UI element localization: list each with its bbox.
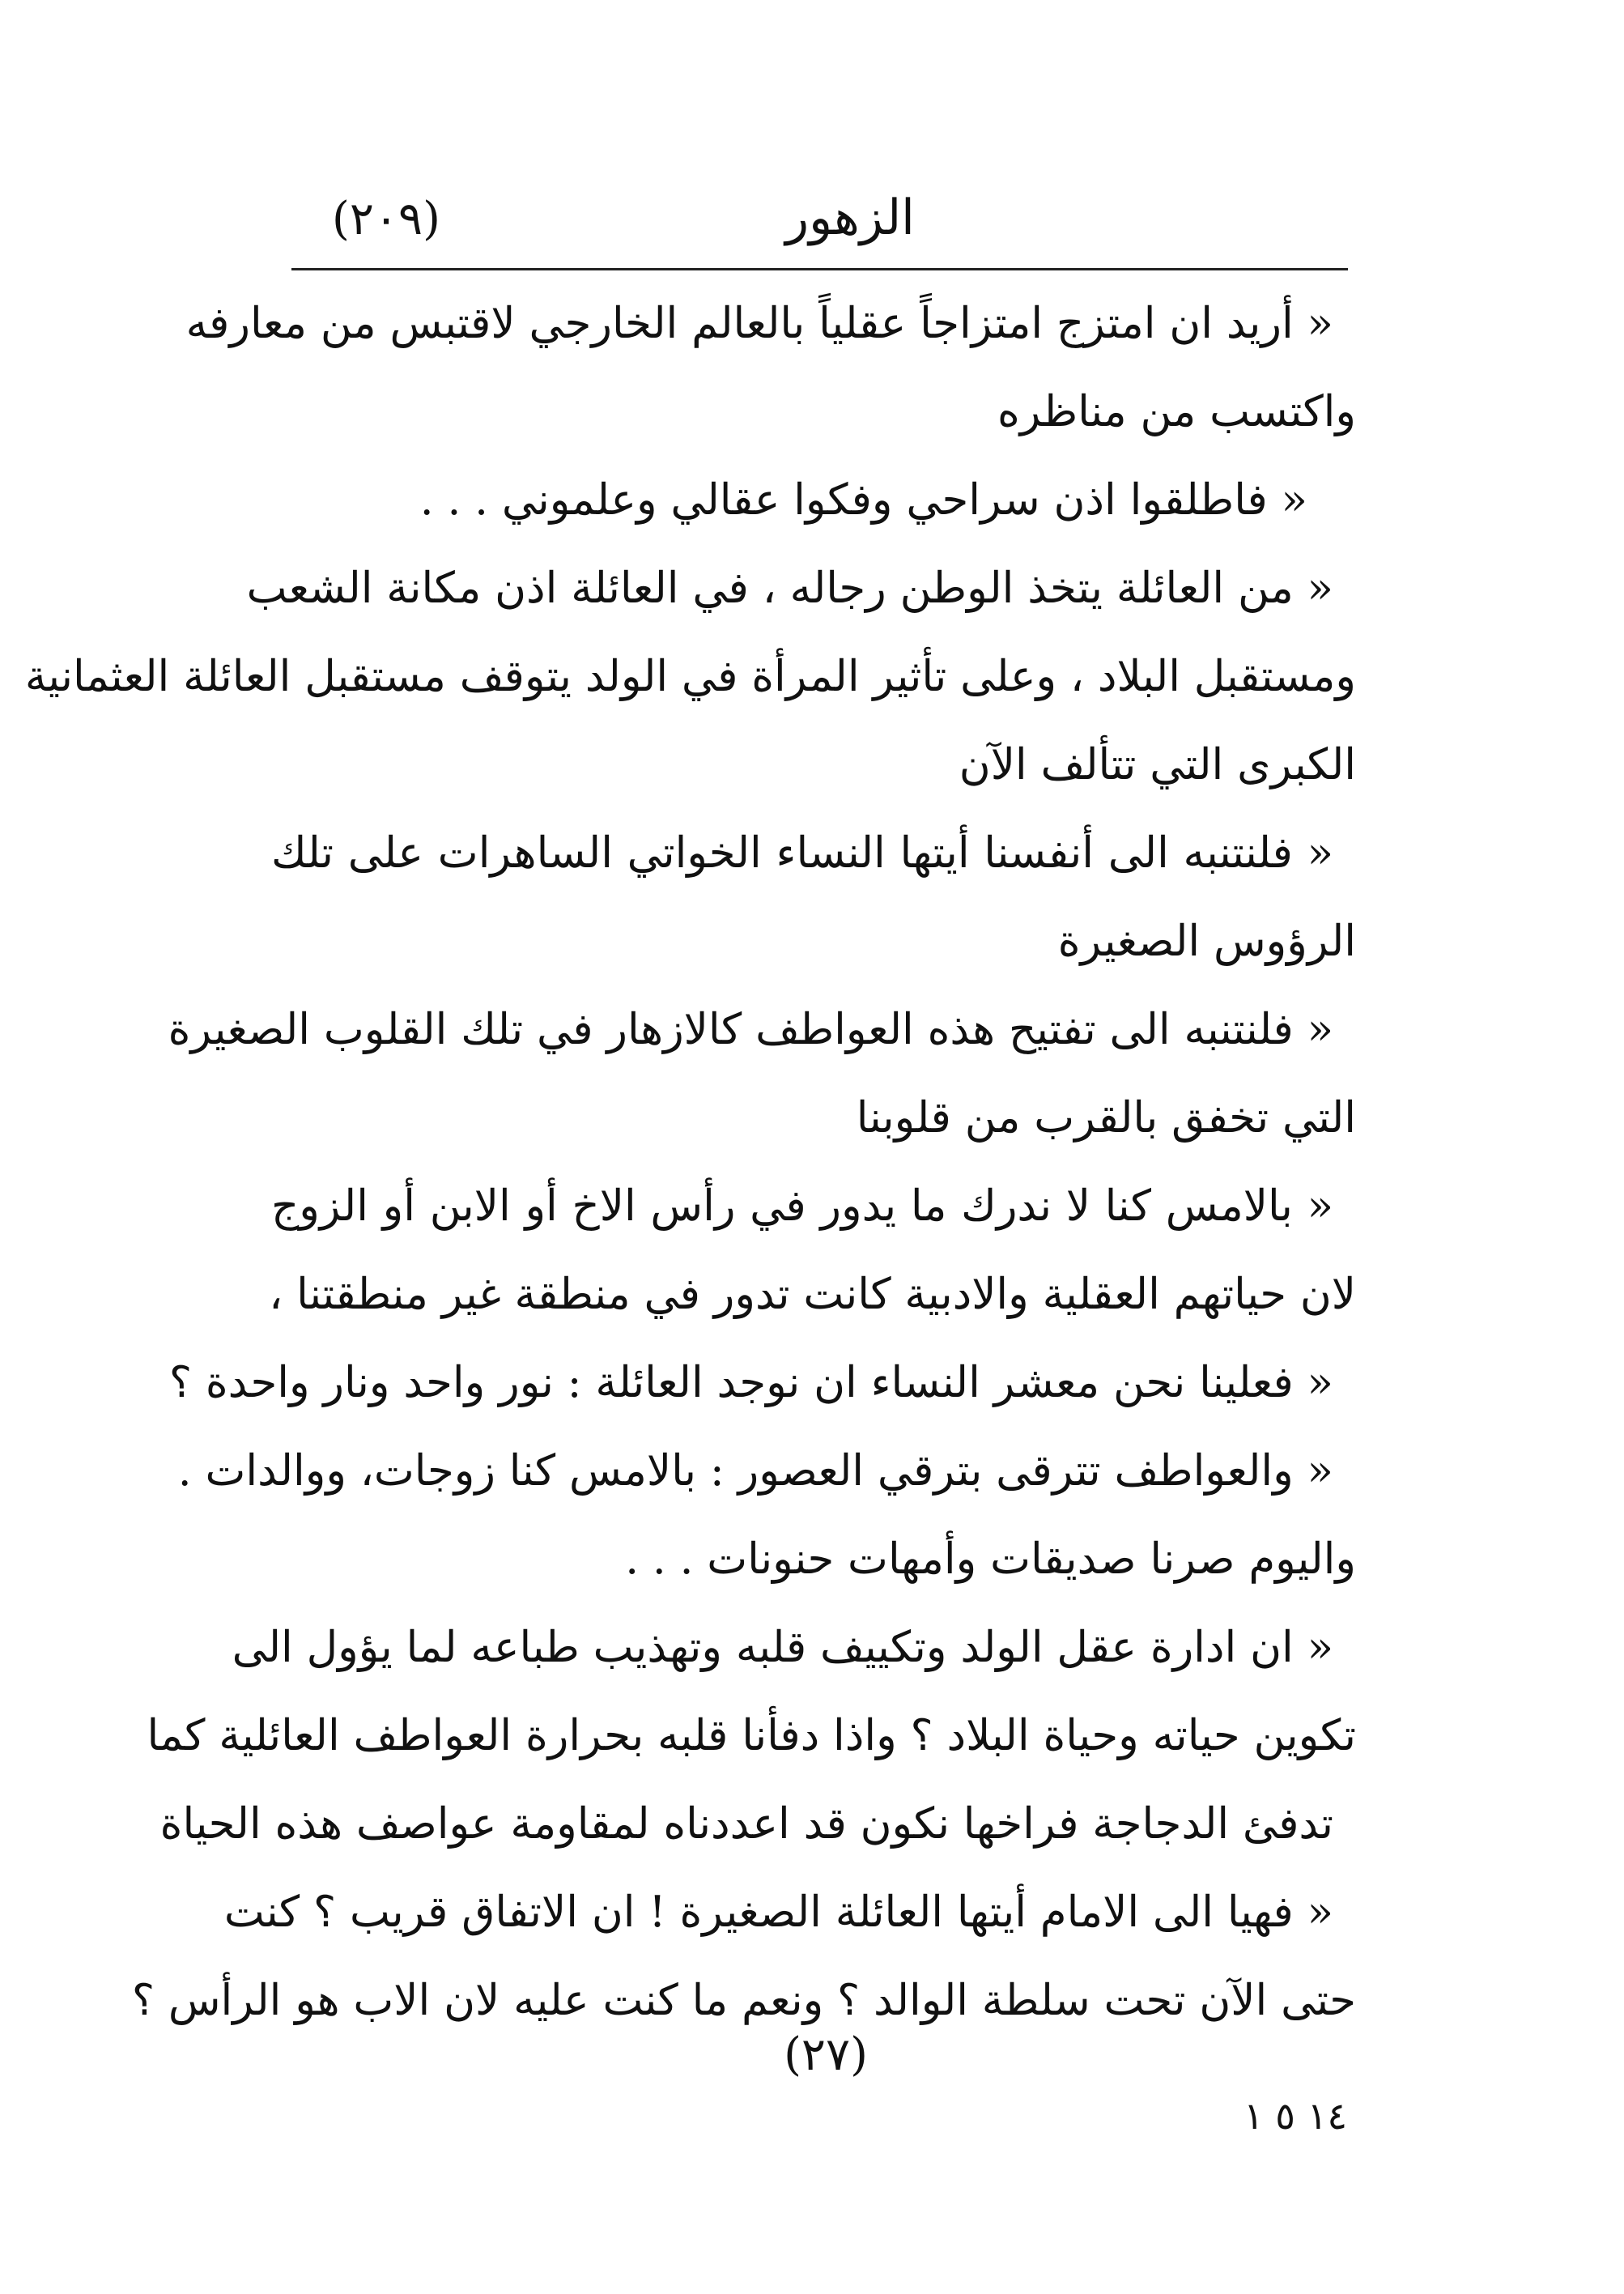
text-line: الكبرى التي تتألف الآن [959,740,1356,789]
header-divider [291,268,1348,270]
text-line: « والعواطف تترقى بترقي العصور : بالامس كنا زوجات، ووالدات . [177,1446,1333,1496]
printer-mark: ١٤ ٥ ١ [1243,2094,1348,2138]
text-line: « فلنتنبه الى تفتيح هذه العواطف كالازهار في تلك القلوب الصغيرة [168,1005,1333,1054]
text-line: واكتسب من مناظره [997,387,1356,436]
text-line: حتى الآن تحت سلطة الوالد ؟ ونعم ما كنت عليه لان الاب هو الرأس ؟ [131,1976,1356,2025]
text-line: « فلنتنبه الى أنفسنا أيتها النساء الخواتي الساهرات على تلك [271,828,1333,878]
text-line: واليوم صرنا صديقات وأمهات حنونات . . . [625,1534,1356,1584]
text-line: ومستقبل البلاد ، وعلى تأثير المرأة في الولد يتوقف مستقبل العائلة العثمانية [24,652,1356,701]
text-line: لان حياتهم العقلية والادبية كانت تدور في منطقة غير منطقتنا ، [269,1270,1356,1319]
text-line: تكوين حياته وحياة البلاد ؟ واذا دفأنا قلبه بحرارة العواطف العائلية كما [147,1711,1356,1760]
body-text [24,279,1356,2045]
text-line: « من العائلة يتخذ الوطن رجاله ، في العائلة اذن مكانة الشعب [246,564,1333,613]
text-line: « فاطلقوا اذن سراحي وفكوا عقالي وعلموني . . . [419,475,1307,525]
text-line: الرؤوس الصغيرة [1057,917,1356,966]
text-line: التي تخفق بالقرب من قلوبنا [856,1093,1356,1143]
text-line: « أريد ان امتزج امتزاجاً عقلياً بالعالم الخارجي لاقتبس من معارفه [185,299,1333,348]
text-line: تدفئ الدجاجة فراخها نكون قد اعددناه لمقاومة عواصف هذه الحياة [159,1799,1333,1849]
page-number: (٢٠٩) [332,193,440,245]
running-title: الزهور [785,189,915,246]
text-line: « ان ادارة عقل الولد وتكييف قلبه وتهذيب طباعه لما يؤول الى [232,1623,1333,1672]
page-header [291,185,1344,274]
text-line: « فهيا الى الامام أيتها العائلة الصغيرة ! ان الاتفاق قريب ؟ كنت [223,1888,1333,1937]
signature-mark: (٢٧) [784,2028,868,2081]
text-line: « فعلينا نحن معشر النساء ان نوجد العائلة : نور واحد ونار واحدة ؟ [168,1358,1333,1407]
text-line: « بالامس كنا لا ندرك ما يدور في رأس الاخ أو الابن أو الزوج [271,1181,1333,1231]
